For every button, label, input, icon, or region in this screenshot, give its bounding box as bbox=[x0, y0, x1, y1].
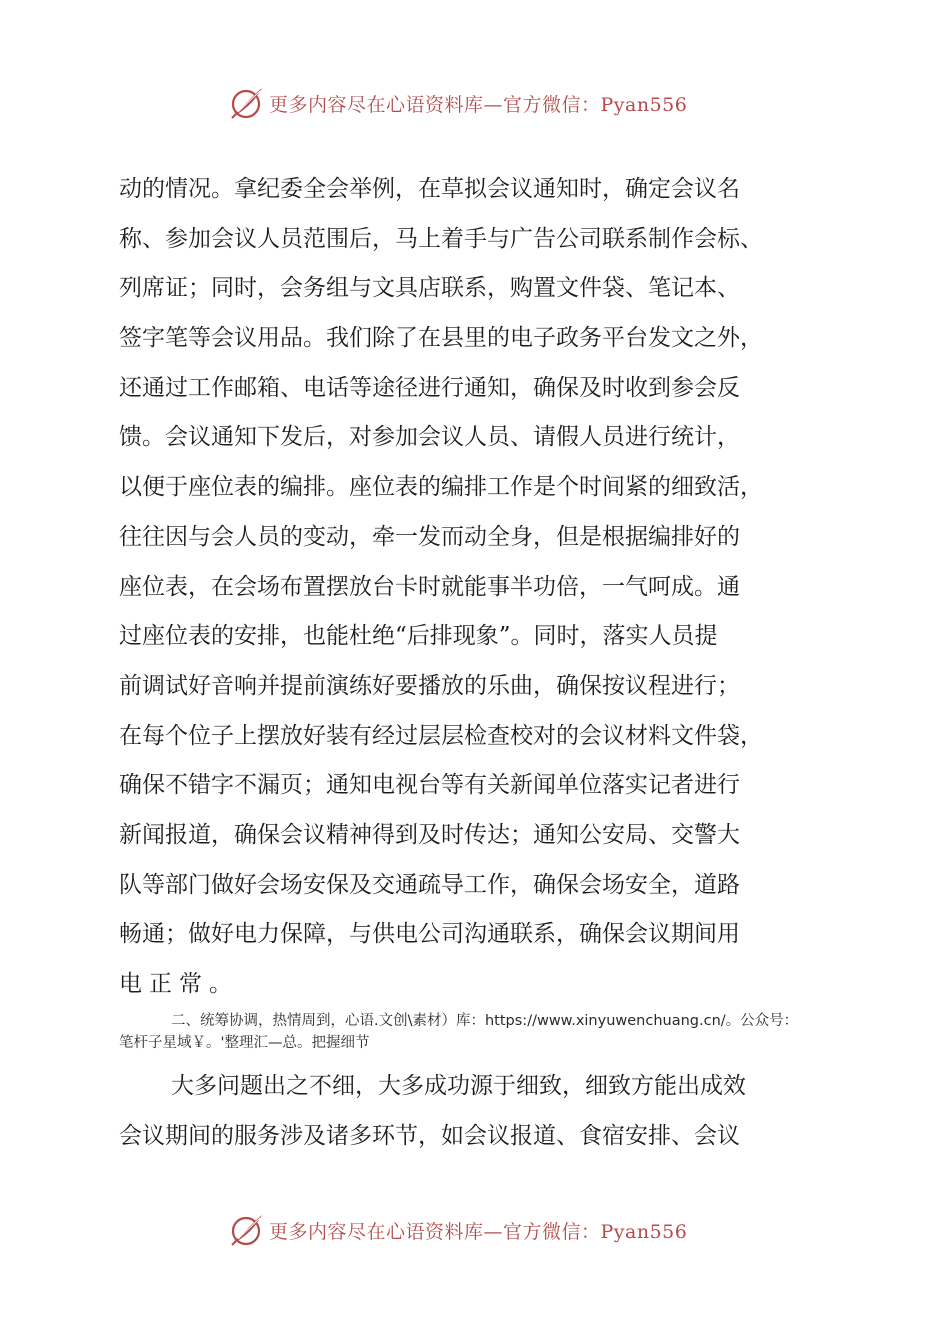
text-line: 座位表，在会场布置摆放台卡时就能事半功倍，一气呵成。通 bbox=[119, 573, 740, 600]
text-line: 过座位表的安排，也能杜绝“后排现象”。同时，落实人员提 bbox=[119, 623, 718, 650]
text-line: 称、参加会议人员范围后，马上着手与广告公司联系制作会标、 bbox=[119, 225, 763, 252]
note-line: 笔杆子星域￥。'整理汇—总。把握细节 bbox=[119, 1035, 370, 1051]
text-line: 在每个位子上摆放好装有经过层层检查校对的会议材料文件袋， bbox=[119, 722, 763, 749]
quill-pen-logo-icon bbox=[229, 1212, 265, 1248]
body-paragraph-continued bbox=[119, 1062, 849, 1161]
text-line: 列席证；同时，会务组与文具店联系，购置文件袋、笔记本、 bbox=[119, 275, 740, 302]
text-line: 动的情况。拿纪委全会举例，在草拟会议通知时，确定会议名 bbox=[119, 176, 740, 202]
banner-text: 更多内容尽在心语资料库—官方微信：Pyan556 bbox=[269, 93, 688, 116]
text-line: 签字笔等会议用品。我们除了在县里的电子政务平台发文之外， bbox=[119, 325, 763, 352]
text-line: 馈。会议通知下发后，对参加会议人员、请假人员进行统计， bbox=[119, 424, 740, 451]
section-heading-note bbox=[119, 1010, 849, 1054]
text-line: 队等部门做好会场安保及交通疏导工作，确保会场安全，道路 bbox=[119, 871, 740, 898]
text-line: 确保不错字不漏页；通知电视台等有关新闻单位落实记者进行 bbox=[119, 772, 740, 799]
text-line: 还通过工作邮箱、电话等途径进行通知，确保及时收到参会反 bbox=[119, 374, 740, 401]
quill-pen-logo-icon bbox=[229, 85, 265, 121]
banner-text: 更多内容尽在心语资料库—官方微信：Pyan556 bbox=[269, 1220, 688, 1243]
note-line: 二、统筹协调，热情周到，心语.文创\素材）库：https://www.xinyuwenchuang.cn/。公众号： bbox=[171, 1013, 799, 1029]
text-line: 以便于座位表的编排。座位表的编排工作是个时间紧的细致活， bbox=[119, 474, 763, 501]
header-banner bbox=[229, 80, 729, 126]
text-line: 畅通；做好电力保障，与供电公司沟通联系，确保会议期间用 bbox=[119, 921, 740, 948]
text-line: 大多问题出之不细，大多成功源于细致，细致方能出成效 bbox=[171, 1073, 746, 1099]
text-line: 会议期间的服务涉及诸多环节，如会议报道、食宿安排、会议 bbox=[119, 1122, 740, 1149]
footer-banner bbox=[229, 1207, 729, 1253]
text-line: 往往因与会人员的变动，牵一发而动全身，但是根据编排好的 bbox=[119, 523, 740, 550]
text-line: 前调试好音响并提前演练好要播放的乐曲，确保按议程进行； bbox=[119, 672, 740, 699]
body-paragraph bbox=[119, 165, 849, 1010]
text-line: 电正常。 bbox=[119, 971, 239, 997]
text-line: 新闻报道，确保会议精神得到及时传达；通知公安局、交警大 bbox=[119, 821, 740, 848]
